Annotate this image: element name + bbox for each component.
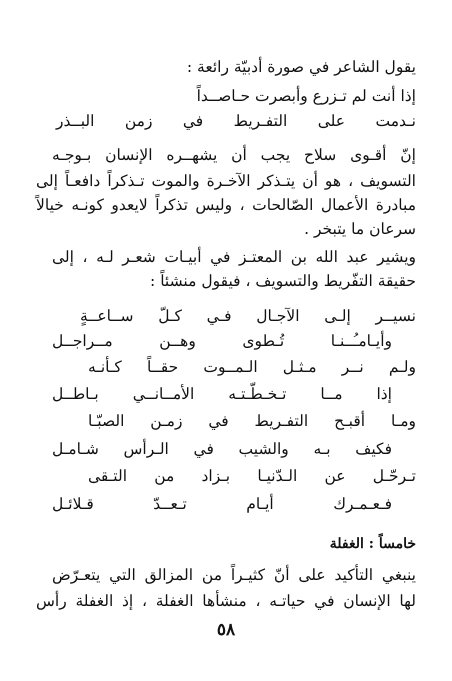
- poem-verse: نسيــر إلـى الآجـال فـي كـلّ ســاعــةٍ: [80, 307, 416, 325]
- poem-verse: فـعـمـرك أيـام تـعــدّ قـلائـل: [52, 495, 392, 513]
- poem-verse: وأيـامـُــنـا تُـطوى وهــن مــراجــل: [52, 332, 392, 350]
- text-line: يقول الشاعر في صورة أدبيّة رائعة :: [186, 58, 416, 76]
- paragraph-line: إنّ أقـوى سلاح يجب أن يشهــره الإنسان بـوجـه: [52, 146, 416, 164]
- poem-verse: نـدمت على التفـريط في زمن البــذر: [56, 112, 416, 130]
- paragraph-line: مبادرة الأعمال الصّالحات ، وليس تذكراً لايعدو كونـه خيالاً: [36, 196, 416, 214]
- poem-verse: إذا مــا تـخـطّـتـه الأمــانــي بـاطــل: [52, 385, 392, 403]
- paragraph-line: لها الإنسان في حياتـه ، منشأها الغفلة ، إذ الغفلة رأس: [36, 592, 416, 610]
- paragraph-line: حقيقة التفّريط والتسويف ، فيقول منشئاً :: [150, 272, 416, 290]
- poem-verse: إذا أنت لم تـزرع وأبصرت حـاصــداً: [196, 87, 416, 105]
- paragraph-line: ويشير عبد الله بن المعتـز في أبيـات شعـر لـه ، إلى: [52, 248, 416, 266]
- poem-verse: فكيف بـه والشيب في الـرأس شـامـل: [52, 440, 392, 458]
- paragraph-line: التسويف ، هو أن يتـذكر الآخـرة والموت تـذكراً دافعـاً إلى: [36, 172, 416, 190]
- paragraph-line: ينبغي التأكيد على أنّ كثيـراً من المزالق التي يتعـرّض: [52, 566, 416, 584]
- poem-verse: تـرحّـل عن الـدّنيـا بـزاد من التـقى: [88, 467, 416, 485]
- poem-verse: ومـا أقبـح التفـريط في زمـن الصبّـا: [88, 412, 416, 430]
- poem-verse: ولـم نــر مـثـل الـمــوت حقــاً كـأنـه: [88, 358, 416, 376]
- paragraph-line: سرعان ما يتبخر .: [304, 220, 416, 238]
- section-heading: خامساً : الغفلة: [329, 536, 416, 552]
- page-number: ٥٨: [216, 620, 236, 640]
